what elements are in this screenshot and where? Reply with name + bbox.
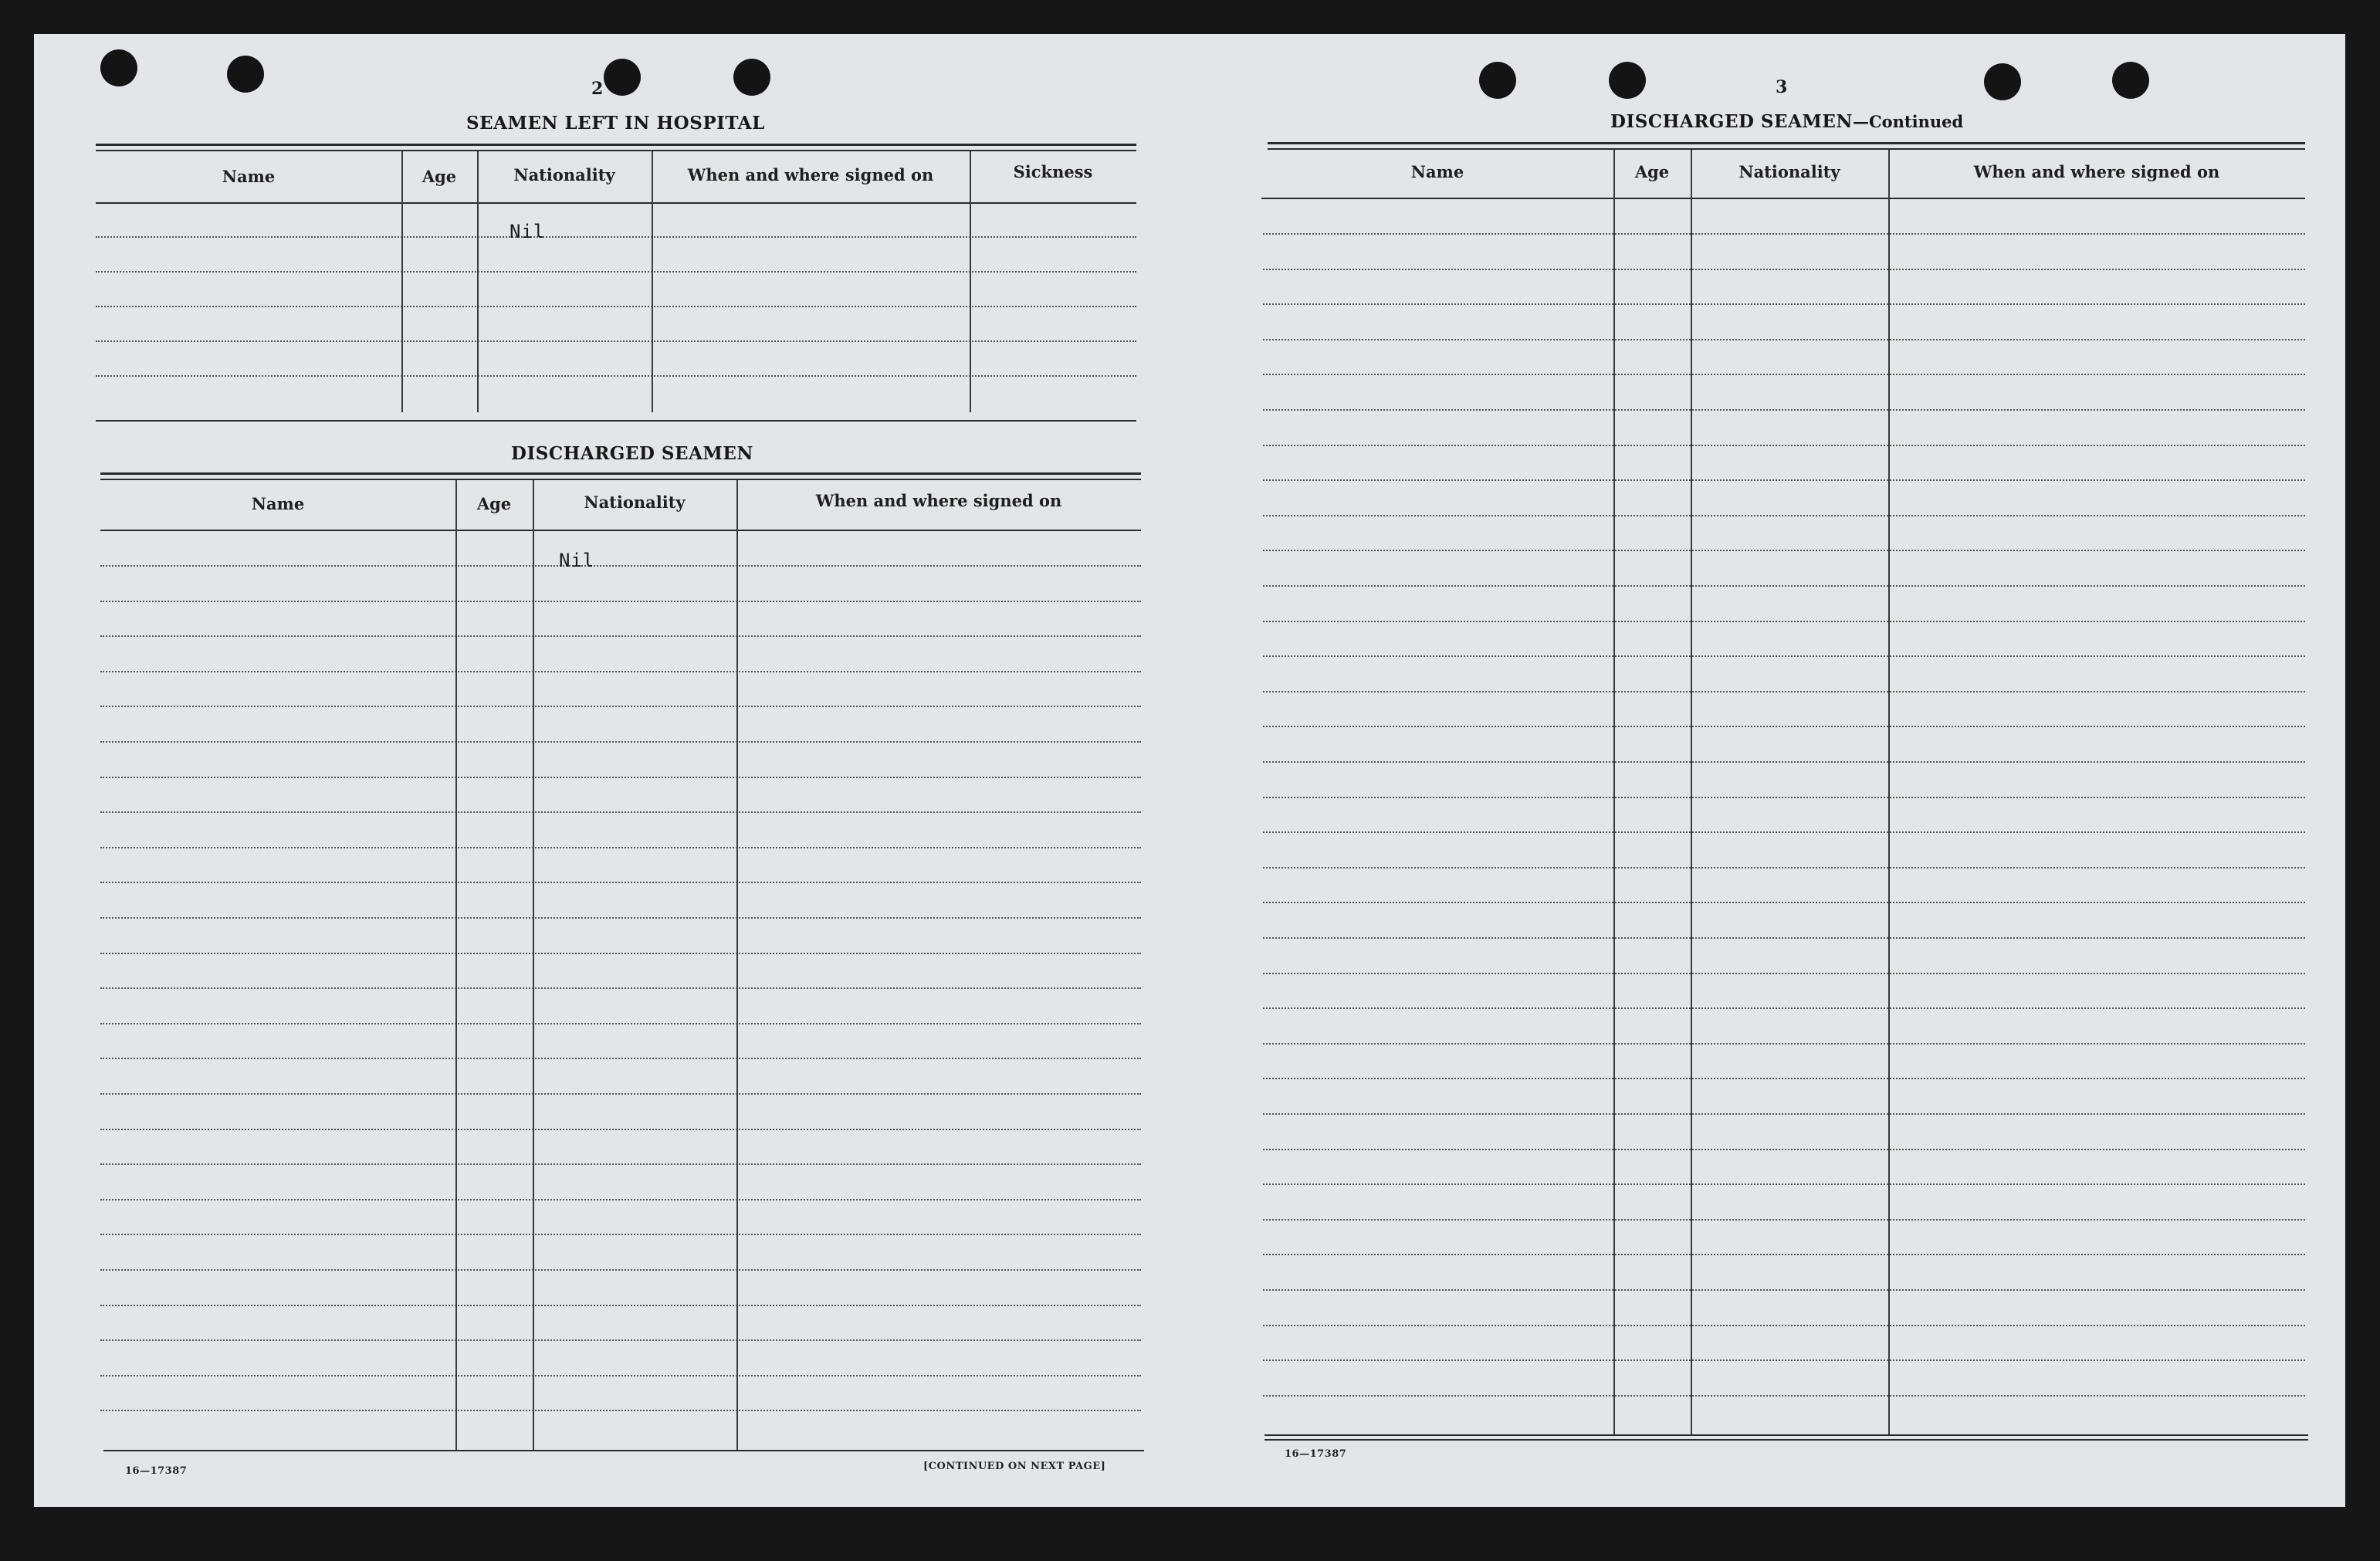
- column-divider: [477, 151, 479, 412]
- column-header-signed-on: When and where signed on: [687, 165, 934, 185]
- column-header-sickness: Sickness: [1013, 162, 1093, 181]
- row-ruled-line: [100, 1199, 1141, 1200]
- row-ruled-line: [1263, 761, 2305, 763]
- row-ruled-line: [100, 1023, 1141, 1024]
- row-ruled-line: [96, 306, 1136, 307]
- continued-title-suffix: —Continued: [1852, 112, 1964, 131]
- table-bottom-rule: [103, 1450, 1144, 1451]
- hospital-section-title: SEAMEN LEFT IN HOSPITAL: [466, 113, 765, 134]
- column-header-signed-on: When and where signed on: [1973, 162, 2220, 181]
- row-ruled-line: [100, 811, 1141, 813]
- row-ruled-line: [1263, 1007, 2305, 1009]
- column-divider: [1613, 150, 1615, 1436]
- row-ruled-line: [1263, 902, 2305, 903]
- row-ruled-line: [100, 1129, 1141, 1130]
- row-ruled-line: [100, 601, 1141, 602]
- row-ruled-line: [1263, 1360, 2305, 1361]
- binder-hole: [1479, 62, 1516, 99]
- row-ruled-line: [1263, 1149, 2305, 1150]
- row-ruled-line: [1263, 1219, 2305, 1221]
- section-rule: [96, 150, 1136, 151]
- form-number: 16—17387: [125, 1465, 188, 1477]
- column-header-signed-on: When and where signed on: [815, 491, 1062, 510]
- row-ruled-line: [100, 917, 1141, 919]
- row-ruled-line: [1263, 550, 2305, 551]
- row-ruled-line: [1263, 655, 2305, 657]
- row-ruled-line: [1263, 303, 2305, 305]
- column-divider: [1691, 150, 1692, 1436]
- form-number: 16—17387: [1285, 1448, 1347, 1460]
- row-ruled-line: [1263, 585, 2305, 587]
- continued-note: [CONTINUED ON NEXT PAGE]: [923, 1461, 1106, 1472]
- row-ruled-line: [1263, 797, 2305, 798]
- row-ruled-line: [100, 953, 1141, 954]
- column-divider: [1888, 150, 1890, 1436]
- row-ruled-line: [1263, 445, 2305, 446]
- row-ruled-line: [100, 741, 1141, 743]
- row-ruled-line: [96, 236, 1136, 238]
- row-ruled-line: [96, 271, 1136, 273]
- column-header-age: Age: [421, 167, 457, 186]
- ledger-sheet: [34, 34, 2345, 1507]
- discharged-section-title: DISCHARGED SEAMEN: [511, 443, 753, 464]
- row-ruled-line: [100, 1234, 1141, 1235]
- column-divider: [401, 151, 403, 412]
- binder-hole: [1984, 63, 2021, 100]
- column-header-name: Name: [251, 494, 305, 513]
- row-ruled-line: [100, 1058, 1141, 1059]
- column-header-age: Age: [476, 494, 512, 513]
- column-header-nationality: Nationality: [584, 493, 686, 512]
- row-ruled-line: [1263, 1254, 2305, 1255]
- row-ruled-line: [1263, 1325, 2305, 1326]
- header-underline: [100, 530, 1141, 531]
- column-header-nationality: Nationality: [513, 165, 615, 185]
- row-ruled-line: [96, 340, 1136, 342]
- header-underline: [96, 202, 1136, 204]
- row-ruled-line: [1263, 691, 2305, 692]
- row-ruled-line: [1263, 1078, 2305, 1079]
- column-header-nationality: Nationality: [1738, 162, 1840, 181]
- page-number: 3: [1776, 77, 1788, 97]
- section-rule: [100, 472, 1141, 475]
- row-ruled-line: [100, 847, 1141, 848]
- binder-hole: [733, 59, 770, 96]
- row-ruled-line: [1263, 479, 2305, 481]
- section-rule: [100, 479, 1141, 480]
- row-ruled-line: [100, 1375, 1141, 1376]
- column-header-age: Age: [1634, 162, 1670, 181]
- row-ruled-line: [100, 882, 1141, 883]
- row-ruled-line: [100, 1410, 1141, 1411]
- row-ruled-line: [100, 1163, 1141, 1165]
- row-ruled-line: [1263, 1113, 2305, 1115]
- row-ruled-line: [1263, 1289, 2305, 1291]
- row-ruled-line: [100, 987, 1141, 989]
- row-ruled-line: [96, 375, 1136, 377]
- binder-hole: [1609, 62, 1646, 99]
- row-ruled-line: [1263, 867, 2305, 869]
- row-ruled-line: [1263, 515, 2305, 516]
- row-ruled-line: [1263, 1395, 2305, 1397]
- continued-title-main: DISCHARGED SEAMEN: [1610, 111, 1853, 132]
- section-rule: [1268, 142, 2305, 144]
- row-ruled-line: [1263, 621, 2305, 622]
- column-header-name: Name: [222, 167, 276, 186]
- discharged-entry-nil: Nil: [559, 550, 595, 571]
- section-rule: [1268, 148, 2305, 150]
- table-bottom-rule: [1264, 1434, 2308, 1436]
- row-ruled-line: [100, 777, 1141, 778]
- continued-section-title: [1610, 111, 1963, 132]
- row-ruled-line: [100, 1269, 1141, 1271]
- row-ruled-line: [100, 1339, 1141, 1341]
- row-ruled-line: [1263, 831, 2305, 833]
- column-divider: [652, 151, 653, 412]
- row-ruled-line: [1263, 233, 2305, 235]
- row-ruled-line: [100, 635, 1141, 637]
- section-rule: [96, 420, 1136, 422]
- header-underline: [1261, 198, 2305, 199]
- hospital-entry-nil: Nil: [510, 221, 546, 242]
- row-ruled-line: [100, 1093, 1141, 1095]
- column-header-name: Name: [1410, 162, 1464, 181]
- row-ruled-line: [100, 1305, 1141, 1306]
- row-ruled-line: [1263, 339, 2305, 340]
- binder-hole: [2112, 62, 2149, 99]
- row-ruled-line: [1263, 409, 2305, 411]
- binder-hole: [227, 56, 264, 93]
- binder-hole: [604, 59, 641, 96]
- row-ruled-line: [1263, 937, 2305, 939]
- row-ruled-line: [100, 565, 1141, 567]
- row-ruled-line: [1263, 726, 2305, 727]
- page-number: 2: [591, 79, 604, 99]
- binder-hole: [100, 49, 137, 86]
- row-ruled-line: [1263, 973, 2305, 974]
- row-ruled-line: [1263, 1183, 2305, 1185]
- row-ruled-line: [1263, 1043, 2305, 1045]
- row-ruled-line: [100, 671, 1141, 672]
- row-ruled-line: [100, 706, 1141, 707]
- section-rule: [96, 144, 1136, 146]
- table-bottom-rule: [1264, 1439, 2308, 1441]
- column-divider: [970, 151, 971, 412]
- row-ruled-line: [1263, 374, 2305, 375]
- row-ruled-line: [1263, 269, 2305, 270]
